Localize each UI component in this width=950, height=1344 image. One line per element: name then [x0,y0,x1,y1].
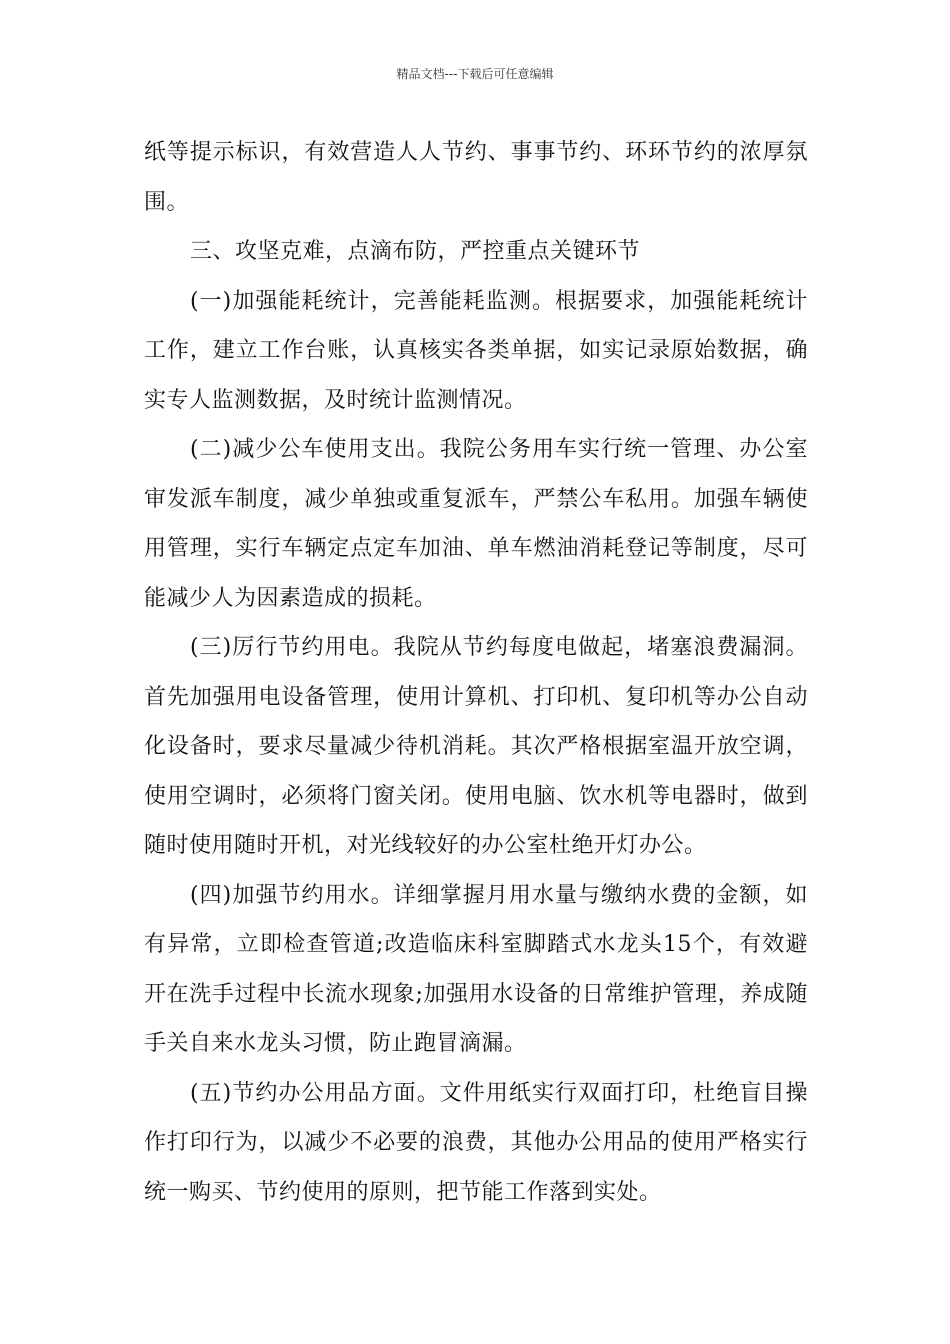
paragraph-item-2: (二)减少公车使用支出。我院公务用车实行统一管理、办公室审发派车制度，减少单独或重复派车，严禁公车私用。加强车辆使用管理，实行车辆定点定车加油、单车燃油消耗登记等制度，尽可能减少人为因素造成的损耗。 [144,437,808,611]
paragraph-item-5: (五)节约办公用品方面。文件用纸实行双面打印，杜绝盲目操作打印行为，以减少不必要的浪费，其他办公用品的使用严格实行统一购买、节约使用的原则，把节能工作落到实处。 [144,1080,808,1205]
paragraph-item-1: (一)加强能耗统计，完善能耗监测。根据要求，加强能耗统计工作，建立工作台账，认真核实各类单据，如实记录原始数据，确实专人监测数据，及时统计监测情况。 [144,288,808,413]
page-header: 精品文档---下载后可任意编辑 [396,67,554,81]
section-heading: 三、攻坚克难，点滴布防，严控重点关键环节 [190,239,641,264]
document-body [144,128,808,1217]
paragraph-item-4: (四)加强节约用水。详细掌握月用水量与缴纳水费的金额，如有异常，立即检查管道;改造临床科室脚踏式水龙头15个，有效避开在洗手过程中长流水现象;加强用水设备的日常维护管理，养成随手关自来水龙头习惯，防止跑冒滴漏。 [144,882,808,1056]
paragraph-item-3: (三)厉行节约用电。我院从节约每度电做起，堵塞浪费漏洞。首先加强用电设备管理，使用计算机、打印机、复印机等办公自动化设备时，要求尽量减少待机消耗。其次严格根据室温开放空调，使用空调时，必须将门窗关闭。使用电脑、饮水机等电器时，做到随时使用随时开机，对光线较好的办公室杜绝开灯办公。 [144,635,808,858]
paragraph-continuation: 纸等提示标识，有效营造人人节约、事事节约、环环节约的浓厚氛围。 [144,140,808,215]
